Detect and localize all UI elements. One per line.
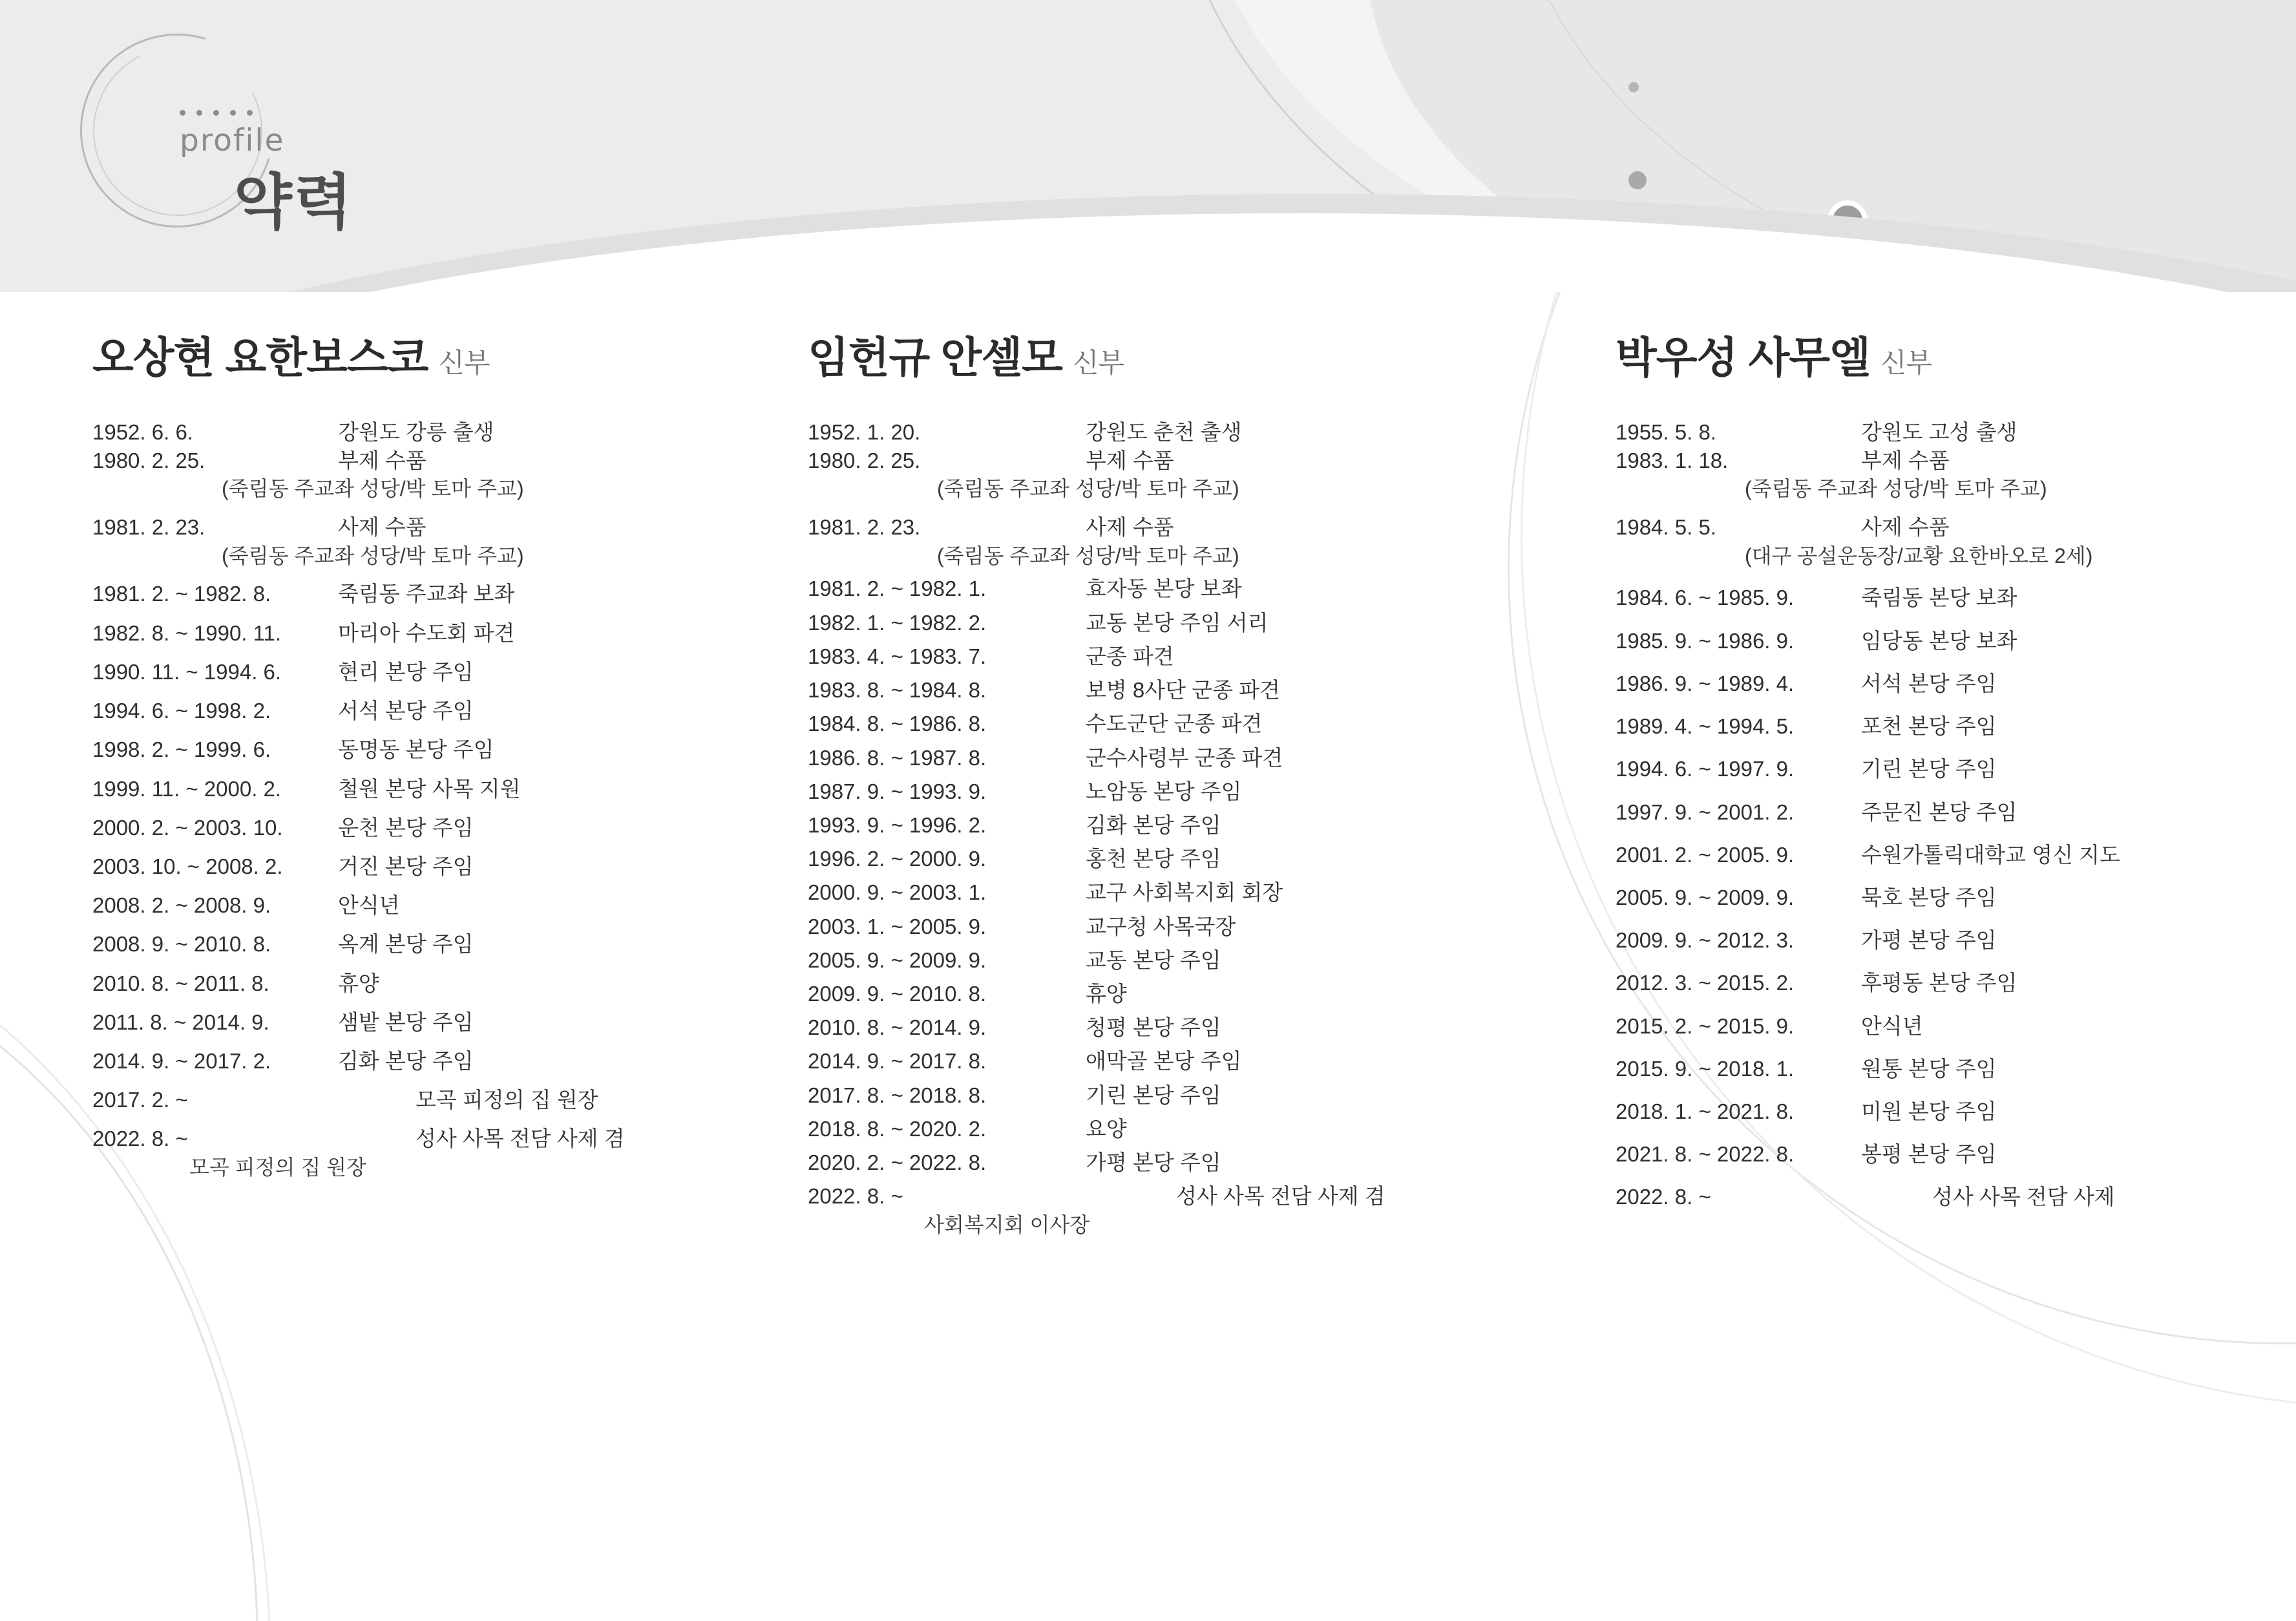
person-title [1616, 323, 2229, 385]
career-entry-description: 수원가톨릭대학교 영신 지도 [1861, 842, 2120, 867]
career-entry [1616, 1055, 2229, 1083]
career-entry-description: 거진 본당 주임 [338, 854, 474, 878]
career-entry-description: 사제 수품 [1861, 515, 1950, 540]
career-entry-date: 1993. 9. ~ 1996. 2. [808, 812, 987, 837]
career-entry [92, 969, 730, 998]
career-entry [92, 775, 730, 803]
career-entry-date: 2001. 2. ~ 2005. 9. [1616, 842, 1795, 867]
career-entry-date: 2011. 8. ~ 2014. 9. [92, 1010, 269, 1034]
career-entry-description: 교구청 사목국장 [1086, 914, 1236, 938]
career-entry-date: 1980. 2. 25. [808, 449, 921, 473]
career-entry-date: 2020. 2. ~ 2022. 8. [808, 1150, 987, 1175]
career-entry [92, 447, 730, 475]
career-entry-list [92, 418, 730, 1181]
career-entry [92, 736, 730, 764]
career-entry-description: 부제 수품 [338, 449, 427, 473]
career-entry-date: 1982. 8. ~ 1990. 11. [92, 620, 282, 645]
profile-column [0, 323, 730, 1238]
career-entry [1616, 755, 2229, 783]
career-entry-description: 기린 본당 주임 [1086, 1083, 1221, 1107]
decorative-dot-small [1628, 82, 1639, 92]
career-entry [92, 580, 730, 608]
profile-column [1454, 323, 2229, 1238]
career-entry [1616, 1012, 2229, 1041]
career-entry [92, 513, 730, 542]
career-entry-list [1616, 418, 2229, 1212]
career-entry-description: 노암동 본당 주임 [1086, 779, 1242, 803]
profile-column [730, 323, 1454, 1238]
career-entry-description: 효자동 본당 보좌 [1086, 577, 1242, 601]
career-entry-description: 죽림동 주교좌 보좌 [338, 582, 515, 606]
career-entry [92, 930, 730, 959]
career-entry [1616, 926, 2229, 955]
career-entry-description: 강원도 고성 출생 [1861, 420, 2017, 444]
career-entry-description: 주문진 본당 주임 [1861, 800, 2017, 824]
career-entry [1616, 513, 2229, 542]
career-entry-date: 1982. 1. ~ 1982. 2. [808, 610, 987, 635]
person-role: 신부 [1880, 348, 1932, 378]
career-entry [92, 418, 730, 447]
career-entry-date: 1984. 5. 5. [1616, 515, 1716, 540]
career-entry-description: 묵호 본당 주임 [1861, 885, 1997, 909]
career-entry-date: 2015. 2. ~ 2015. 9. [1616, 1013, 1795, 1038]
career-entry [808, 609, 1454, 637]
career-entry-description: 서석 본당 주임 [338, 699, 474, 723]
career-entry-description: 현리 본당 주임 [338, 659, 474, 684]
career-entry-date: 1986. 9. ~ 1989. 4. [1616, 671, 1795, 695]
career-entry-date: 2012. 3. ~ 2015. 2. [1616, 971, 1795, 995]
career-entry-description: 운천 본당 주임 [338, 815, 474, 840]
career-entry-date: 1952. 1. 20. [808, 420, 921, 444]
career-entry [1616, 584, 2229, 612]
career-entry [92, 891, 730, 920]
career-entry-date: 2018. 8. ~ 2020. 2. [808, 1116, 987, 1141]
career-entry-description: 휴양 [1086, 982, 1127, 1006]
career-entry [808, 1182, 1454, 1211]
career-entry-date: 1981. 2. ~ 1982. 8. [92, 582, 271, 606]
career-entry-description: 샘밭 본당 주임 [338, 1010, 474, 1034]
page-header [0, 0, 2296, 292]
career-entry-date: 1981. 2. 23. [808, 515, 921, 540]
career-entry [1616, 841, 2229, 869]
career-entry-description: 죽림동 본당 보좌 [1861, 586, 2017, 610]
career-entry [808, 1047, 1454, 1075]
career-entry-subnote: (죽림동 주교좌 성당/박 토마 주교) [222, 477, 524, 501]
career-entry [1616, 418, 2229, 447]
career-entry-date: 2009. 9. ~ 2010. 8. [808, 982, 987, 1006]
person-role: 신부 [438, 348, 490, 378]
career-entry-date: 2017. 2. ~ [92, 1088, 188, 1112]
career-entry [92, 1086, 730, 1114]
career-entry-date: 1994. 6. ~ 1997. 9. [1616, 757, 1795, 781]
career-entry-date: 1981. 2. 23. [92, 515, 205, 540]
career-entry [808, 744, 1454, 772]
career-entry-date: 2022. 8. ~ [1616, 1185, 1711, 1209]
career-entry [808, 642, 1454, 671]
career-entry-date: 1984. 6. ~ 1985. 9. [1616, 586, 1795, 610]
career-entry [808, 946, 1454, 975]
career-entry-date: 1997. 9. ~ 2001. 2. [1616, 800, 1795, 824]
career-entry-subnote: (죽림동 주교좌 성당/박 토마 주교) [1745, 477, 2047, 501]
career-entry-date: 1983. 4. ~ 1983. 7. [808, 644, 987, 668]
career-entry-description: 수도군단 군종 파견 [1086, 712, 1263, 736]
career-entry-description: 군수사령부 군종 파견 [1086, 745, 1283, 770]
career-entry-description: 철원 본당 사목 지원 [338, 776, 521, 801]
career-entry-date: 2000. 2. ~ 2003. 10. [92, 815, 283, 840]
career-entry-date: 1999. 11. ~ 2000. 2. [92, 776, 282, 801]
career-entry [1616, 1183, 2229, 1211]
career-entry-date: 1981. 2. ~ 1982. 1. [808, 577, 987, 601]
career-entry-subnote: (죽림동 주교좌 성당/박 토마 주교) [937, 477, 1239, 501]
career-entry [1616, 884, 2229, 912]
career-entry-subnote: 모곡 피정의 집 원장 [189, 1155, 366, 1179]
career-entry-list [808, 418, 1454, 1238]
career-entry-description: 김화 본당 주임 [1086, 812, 1221, 837]
career-entry-description: 안식년 [338, 893, 400, 918]
career-entry-description: 마리아 수도회 파견 [338, 620, 515, 645]
career-entry-description: 성사 사목 전담 사제 [1932, 1185, 2115, 1209]
career-entry [1616, 627, 2229, 655]
career-entry [808, 710, 1454, 738]
person-title [92, 323, 730, 385]
career-entry-description: 사제 수품 [338, 515, 427, 540]
career-entry-date: 1955. 5. 8. [1616, 420, 1716, 444]
career-entry-date: 1987. 9. ~ 1993. 9. [808, 779, 987, 803]
career-entry-description: 서석 본당 주임 [1861, 671, 1997, 695]
career-entry-date: 1998. 2. ~ 1999. 6. [92, 737, 271, 762]
career-entry [1616, 447, 2229, 475]
career-entry-date: 1994. 6. ~ 1998. 2. [92, 699, 271, 723]
career-entry-description: 요양 [1086, 1116, 1127, 1141]
career-entry [808, 845, 1454, 873]
person-title [808, 323, 1454, 385]
career-entry-description: 강원도 춘천 출생 [1086, 420, 1242, 444]
career-entry [1616, 1140, 2229, 1169]
person-name: 임헌규 안셀모 [808, 334, 1062, 381]
career-entry-date: 1980. 2. 25. [92, 449, 205, 473]
career-entry-date: 1952. 6. 6. [92, 420, 193, 444]
career-entry-date: 2005. 9. ~ 2009. 9. [808, 948, 987, 972]
career-entry-date: 2015. 9. ~ 2018. 1. [1616, 1056, 1795, 1081]
career-entry-date: 2000. 9. ~ 2003. 1. [808, 880, 987, 905]
career-entry-description: 옥계 본당 주임 [338, 932, 474, 957]
career-entry-date: 2009. 9. ~ 2012. 3. [1616, 928, 1795, 953]
career-entry-description: 부제 수품 [1861, 449, 1950, 473]
career-entry-date: 2005. 9. ~ 2009. 9. [1616, 885, 1795, 909]
career-entry-date: 1984. 8. ~ 1986. 8. [808, 712, 987, 736]
career-entry-date: 1990. 11. ~ 1994. 6. [92, 659, 282, 684]
career-entry [808, 1081, 1454, 1110]
profile-columns [0, 323, 2296, 1238]
career-entry-date: 2022. 8. ~ [92, 1127, 188, 1151]
career-entry [92, 1125, 730, 1153]
career-entry [808, 676, 1454, 705]
career-entry-date: 2003. 1. ~ 2005. 9. [808, 914, 987, 938]
career-entry [808, 811, 1454, 840]
career-entry-date: 2018. 1. ~ 2021. 8. [1616, 1099, 1795, 1124]
career-entry-description: 성사 사목 전담 사제 겸 [416, 1127, 625, 1151]
career-entry [92, 1047, 730, 1075]
logo-label-kr: 약력 [234, 169, 354, 236]
career-entry-description: 후평동 본당 주임 [1861, 971, 2017, 995]
career-entry-date: 2017. 8. ~ 2018. 8. [808, 1083, 987, 1107]
career-entry-description: 포천 본당 주임 [1861, 714, 1997, 739]
career-entry-description: 교동 본당 주임 [1086, 948, 1221, 972]
career-entry [1616, 969, 2229, 997]
career-entry-date: 2008. 2. ~ 2008. 9. [92, 893, 271, 918]
career-entry [808, 980, 1454, 1008]
career-entry-subnote: 사회복지회 이사장 [924, 1213, 1090, 1236]
career-entry-date: 2021. 8. ~ 2022. 8. [1616, 1142, 1795, 1167]
career-entry-description: 모곡 피정의 집 원장 [416, 1088, 598, 1112]
career-entry-description: 가평 본당 주임 [1861, 928, 1997, 953]
career-entry-date: 1985. 9. ~ 1986. 9. [1616, 628, 1795, 653]
career-entry [92, 853, 730, 881]
career-entry-date: 2010. 8. ~ 2014. 9. [808, 1015, 987, 1040]
career-entry-subnote: (죽림동 주교좌 성당/박 토마 주교) [222, 544, 524, 567]
career-entry [92, 814, 730, 842]
career-entry-description: 홍천 본당 주임 [1086, 847, 1221, 871]
career-entry [1616, 712, 2229, 741]
person-role: 신부 [1072, 348, 1124, 378]
career-entry-description: 휴양 [338, 971, 379, 995]
career-entry-subnote: (대구 공설운동장/교황 요한바오로 2세) [1745, 544, 2093, 567]
career-entry [808, 513, 1454, 542]
career-entry [808, 575, 1454, 603]
career-entry-description: 교구 사회복지회 회장 [1086, 880, 1283, 905]
career-entry-description: 군종 파견 [1086, 644, 1174, 668]
career-entry-description: 가평 본당 주임 [1086, 1150, 1221, 1175]
person-name: 오상현 요한보스코 [92, 334, 428, 381]
career-entry [808, 1013, 1454, 1042]
career-entry-description: 강원도 강릉 출생 [338, 420, 494, 444]
career-entry-description: 김화 본당 주임 [338, 1049, 474, 1074]
career-entry-date: 1996. 2. ~ 2000. 9. [808, 847, 987, 871]
career-entry [92, 697, 730, 725]
career-entry [1616, 670, 2229, 698]
career-entry-date: 2014. 9. ~ 2017. 8. [808, 1049, 987, 1074]
profile-logo [71, 27, 433, 236]
career-entry-description: 사제 수품 [1086, 515, 1174, 540]
career-entry [808, 447, 1454, 475]
career-entry [808, 778, 1454, 806]
career-entry-description: 부제 수품 [1086, 449, 1174, 473]
career-entry [808, 418, 1454, 447]
career-entry-description: 임당동 본당 보좌 [1861, 628, 2017, 653]
career-entry [92, 619, 730, 648]
career-entry-description: 교동 본당 주임 서리 [1086, 610, 1269, 635]
career-entry [808, 913, 1454, 941]
career-entry-description: 기린 본당 주임 [1861, 757, 1997, 781]
career-entry [808, 878, 1454, 907]
career-entry [808, 1115, 1454, 1143]
career-entry [92, 1008, 730, 1037]
career-entry-description: 청평 본당 주임 [1086, 1015, 1221, 1040]
career-entry-description: 안식년 [1861, 1013, 1923, 1038]
career-entry-description: 원통 본당 주임 [1861, 1056, 1997, 1081]
career-entry-date: 1983. 1. 18. [1616, 449, 1729, 473]
career-entry-description: 봉평 본당 주임 [1861, 1142, 1997, 1167]
career-entry-date: 1989. 4. ~ 1994. 5. [1616, 714, 1795, 739]
career-entry-date: 2008. 9. ~ 2010. 8. [92, 932, 271, 957]
career-entry [92, 658, 730, 686]
career-entry-date: 1986. 8. ~ 1987. 8. [808, 745, 987, 770]
career-entry-description: 성사 사목 전담 사제 겸 [1176, 1184, 1385, 1209]
career-entry-description: 보병 8사단 군종 파견 [1086, 678, 1280, 703]
logo-label-en: profile [180, 123, 285, 158]
career-entry-date: 2003. 10. ~ 2008. 2. [92, 854, 283, 878]
career-entry-description: 미원 본당 주임 [1861, 1099, 1997, 1124]
career-entry-description: 동명동 본당 주임 [338, 737, 494, 762]
career-entry-date: 1983. 8. ~ 1984. 8. [808, 678, 987, 703]
career-entry [1616, 798, 2229, 827]
person-name: 박우성 사무엘 [1616, 334, 1870, 381]
decorative-dot-medium [1628, 171, 1647, 189]
career-entry-date: 2010. 8. ~ 2011. 8. [92, 971, 269, 995]
career-entry [1616, 1097, 2229, 1126]
career-entry-date: 2014. 9. ~ 2017. 2. [92, 1049, 271, 1074]
logo-dots-icon [180, 110, 253, 116]
career-entry-subnote: (죽림동 주교좌 성당/박 토마 주교) [937, 544, 1239, 567]
career-entry-date: 2022. 8. ~ [808, 1184, 903, 1209]
career-entry [808, 1149, 1454, 1177]
career-entry-description: 애막골 본당 주임 [1086, 1049, 1242, 1074]
